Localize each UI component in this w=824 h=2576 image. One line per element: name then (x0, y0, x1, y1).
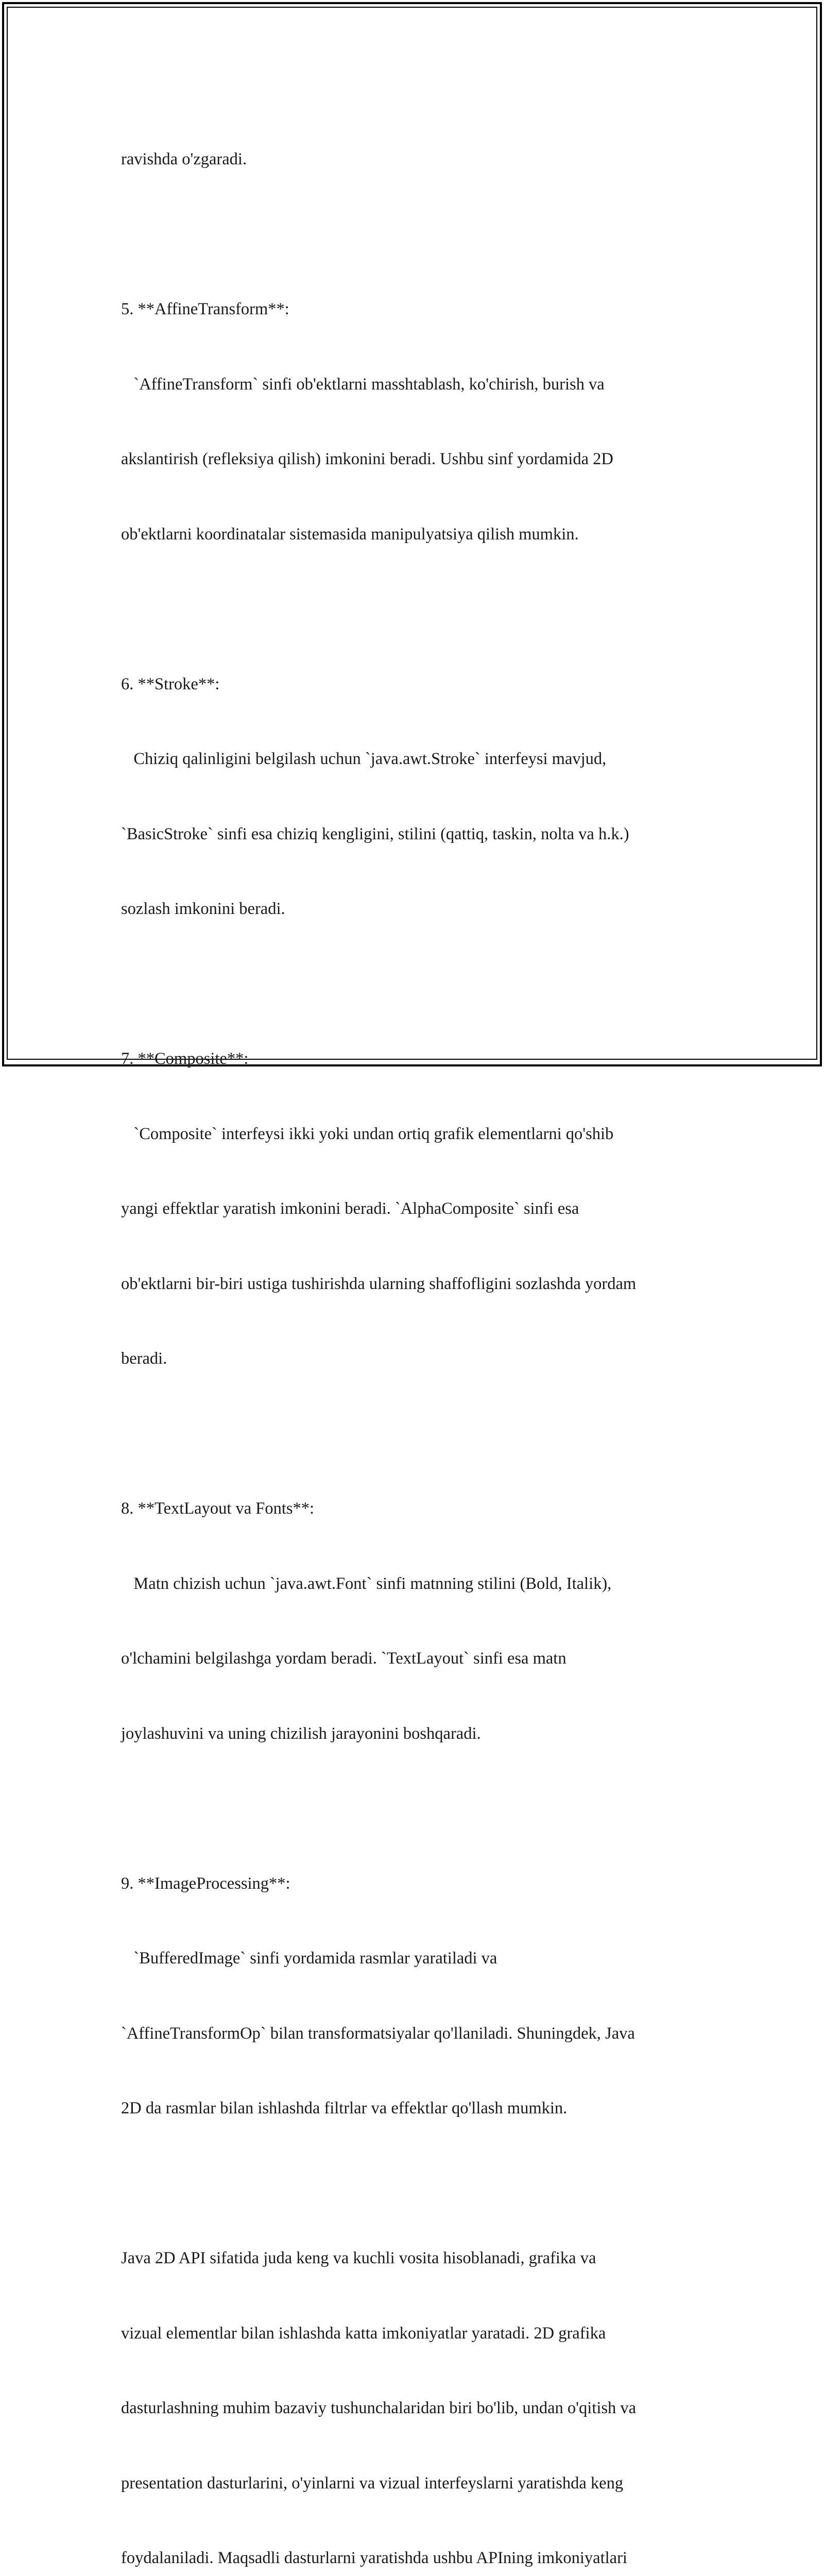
text-line: o'lchamini belgilashga yordam beradi. `TextLayout` sinfi esa matn (121, 1649, 566, 1668)
text-line: Matn chizish uchun `java.awt.Font` sinfi matnning stilini (Bold, Italik), (121, 1574, 612, 1593)
text-line: `AffineTransform` sinfi ob'ektlarni masshtablash, ko'chirish, burish va (121, 375, 605, 394)
text-line: ob'ektlarni bir-biri ustiga tushirishda ularning shaffofligini sozlashda yordam (121, 1274, 637, 1293)
text-line: joylashuvini va uning chizilish jarayonini boshqaradi. (121, 1724, 481, 1743)
text-line: `AffineTransformOp` bilan transformatsiyalar qo'llaniladi. Shuningdek, Java (121, 2024, 635, 2043)
text-line: Chiziq qalinligini belgilash uchun `java.awt.Stroke` interfeysi mavjud, (121, 750, 607, 768)
paragraph-gap (121, 1796, 713, 1821)
text-line: presentation dasturlarini, o'yinlarni va vizual interfeyslarni yaratishda keng (121, 2473, 624, 2493)
text-line: `BasicStroke` sinfi esa chiziq kengligini, stilini (qattiq, taskin, nolta va h.k.) (121, 824, 629, 843)
section-heading: 7. **Composite**: (121, 1049, 249, 1068)
text-line: vizual elementlar bilan ishlashda katta imkoniyatlar yaratadi. 2D grafika (121, 2324, 606, 2343)
section-heading: 5. **AffineTransform**: (121, 300, 289, 318)
text-line: ravishda o'zgaradi. (121, 150, 247, 168)
text-line: 2D da rasmlar bilan ishlashda filtrlar va effektlar qo'llash mumkin. (121, 2099, 568, 2117)
text-line: ob'ektlarni koordinatalar sistemasida manipulyatsiya qilish mumkin. (121, 524, 579, 544)
paragraph-gap (121, 597, 713, 622)
section-heading: 9. **ImageProcessing**: (121, 1874, 290, 1893)
text-line: yangi effektlar yaratish imkonini beradi. `AlphaComposite` sinfi esa (121, 1199, 579, 1218)
text-line: dasturlashning muhim bazaviy tushunchalaridan biri bo'lib, undan o'qitish va (121, 2399, 637, 2417)
text-line: akslantirish (refleksiya qilish) imkonini beradi. Ushbu sinf yordamida 2D (121, 450, 613, 468)
text-line: `BufferedImage` sinfi yordamida rasmlar yaratiladi va (121, 1949, 497, 1968)
paragraph-gap (121, 1421, 713, 1447)
text-line: `Composite` interfeysi ikki yoki undan ortiq grafik elementlarni qo'shib (121, 1124, 614, 1143)
text-line: Java 2D API sifatida juda keng va kuchli vosita hisoblanadi, grafika va (121, 2249, 596, 2267)
section-heading: 8. **TextLayout va Fonts**: (121, 1499, 315, 1518)
paragraph-gap (121, 222, 713, 247)
text-line: foydalaniladi. Maqsadli dasturlarni yaratishda ushbu APIning imkoniyatlari (121, 2549, 627, 2567)
text-line: sozlash imkonini beradi. (121, 900, 285, 918)
paragraph-gap (121, 972, 713, 997)
text-line: beradi. (121, 1349, 167, 1368)
section-heading: 6. **Stroke**: (121, 674, 220, 693)
paragraph-gap (121, 2171, 713, 2196)
document-body (121, 97, 713, 2576)
